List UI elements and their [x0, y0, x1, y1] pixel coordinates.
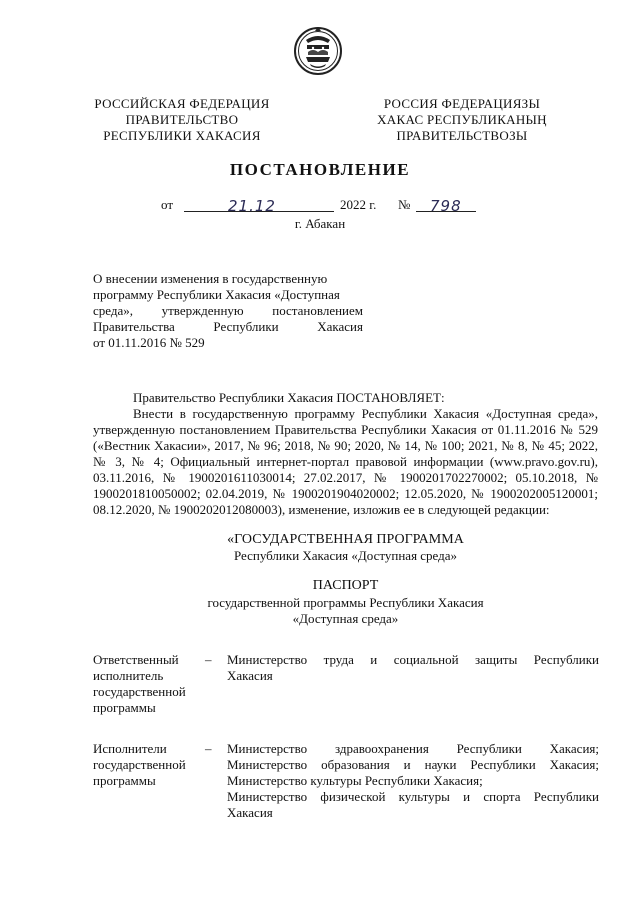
program-title-line-1: «ГОСУДАРСТВЕННАЯ ПРОГРАММА	[227, 532, 464, 547]
row-value	[227, 652, 599, 684]
subject-line: среда», утвержденную постановлением	[93, 303, 363, 318]
row-value-line: Министерство культуры Республики Хакасия;	[227, 773, 483, 788]
date-prefix: от	[161, 197, 174, 212]
city: г. Абакан	[294, 216, 346, 231]
decree-statement: Правительство Республики Хакасия ПОСТАНОВЛЯЕТ:	[133, 390, 445, 405]
header-kjh	[356, 96, 568, 144]
header-kjh-line: ПРАВИТЕЛЬСТВОЗЫ	[396, 128, 528, 143]
number-sign: №	[398, 197, 411, 212]
passport-title: ПАСПОРТ	[312, 578, 379, 593]
subject-line: программу Республики Хакасия «Доступная	[93, 287, 340, 302]
row-label-line: Ответственный	[93, 652, 179, 667]
body-paragraph: Внести в государственную программу Республики Хакасия «Доступная среда», утвержденную постановлением Правительства Республики Хакасия от 01.11.2016 № 529 («Вестник Хакасии», 2017, № 96; 2018, № 90; 2020, № 14, № 100; 2021, № 8, № 45; 2022, № 3, № 4; Официальный интернет-портал правовой информации (www.pravo.gov.ru), 03.11.2016, № 1900201611030014; 27.02.2017, № 1900201702270002; 05.10.2018, № 1900201810050002; 02.04.2019, № 1900201904020002; 12.05.2020, № 1900202005120001; 08.12.2020, № 1900202012080003), изменение, изложив ее в следующей редакции:	[93, 406, 598, 517]
row-value-line: Хакасия	[227, 668, 273, 683]
header-kjh-line: ХАКАС РЕСПУБЛИКАНЫҢ	[377, 112, 547, 127]
subject-block	[93, 271, 363, 351]
subject-line: Правительства Республики Хакасия	[93, 319, 363, 334]
row-value-line: Министерство труда и социальной защиты Республики	[227, 652, 599, 667]
header-kjh-line: РОССИЯ ФЕДЕРАЦИЯЗЫ	[383, 96, 541, 111]
subject-line: О внесении изменения в государственную	[93, 271, 328, 286]
header-ru	[78, 96, 286, 144]
row-label-line: программы	[93, 700, 156, 715]
row-value-line: Министерство физической культуры и спорта Республики	[227, 789, 599, 804]
row-value-line: Министерство образования и науки Республики Хакасия;	[227, 757, 599, 772]
coat-of-arms-icon	[292, 24, 344, 76]
row-label-line: государственной	[93, 684, 186, 699]
row-label	[93, 741, 198, 789]
row-label	[93, 652, 198, 716]
row-label-line: программы	[93, 773, 156, 788]
date-handwritten: 21.12	[228, 197, 276, 215]
row-dash: –	[205, 652, 212, 667]
subject-line: от 01.11.2016 № 529	[93, 335, 205, 350]
row-label-line: Исполнители	[93, 741, 167, 756]
row-dash: –	[205, 741, 212, 756]
program-title-line-2: Республики Хакасия «Доступная среда»	[233, 548, 458, 563]
header-ru-line: РЕСПУБЛИКИ ХАКАСИЯ	[103, 128, 261, 143]
document-title: ПОСТАНОВЛЕНИЕ	[229, 160, 411, 179]
passport-subtitle-1: государственной программы Республики Хакасия	[207, 595, 484, 610]
row-value	[227, 741, 599, 821]
row-label-line: государственной	[93, 757, 186, 772]
passport-subtitle-2: «Доступная среда»	[292, 611, 399, 626]
date-year: 2022 г.	[340, 197, 377, 212]
row-value-line: Министерство здравоохранения Республики Хакасия;	[227, 741, 599, 756]
header-ru-line: РОССИЙСКАЯ ФЕДЕРАЦИЯ	[94, 96, 270, 111]
row-value-line: Хакасия	[227, 805, 273, 820]
number-handwritten: 798	[430, 197, 462, 215]
row-label-line: исполнитель	[93, 668, 164, 683]
date-line	[0, 197, 640, 217]
header-ru-line: ПРАВИТЕЛЬСТВО	[125, 112, 239, 127]
